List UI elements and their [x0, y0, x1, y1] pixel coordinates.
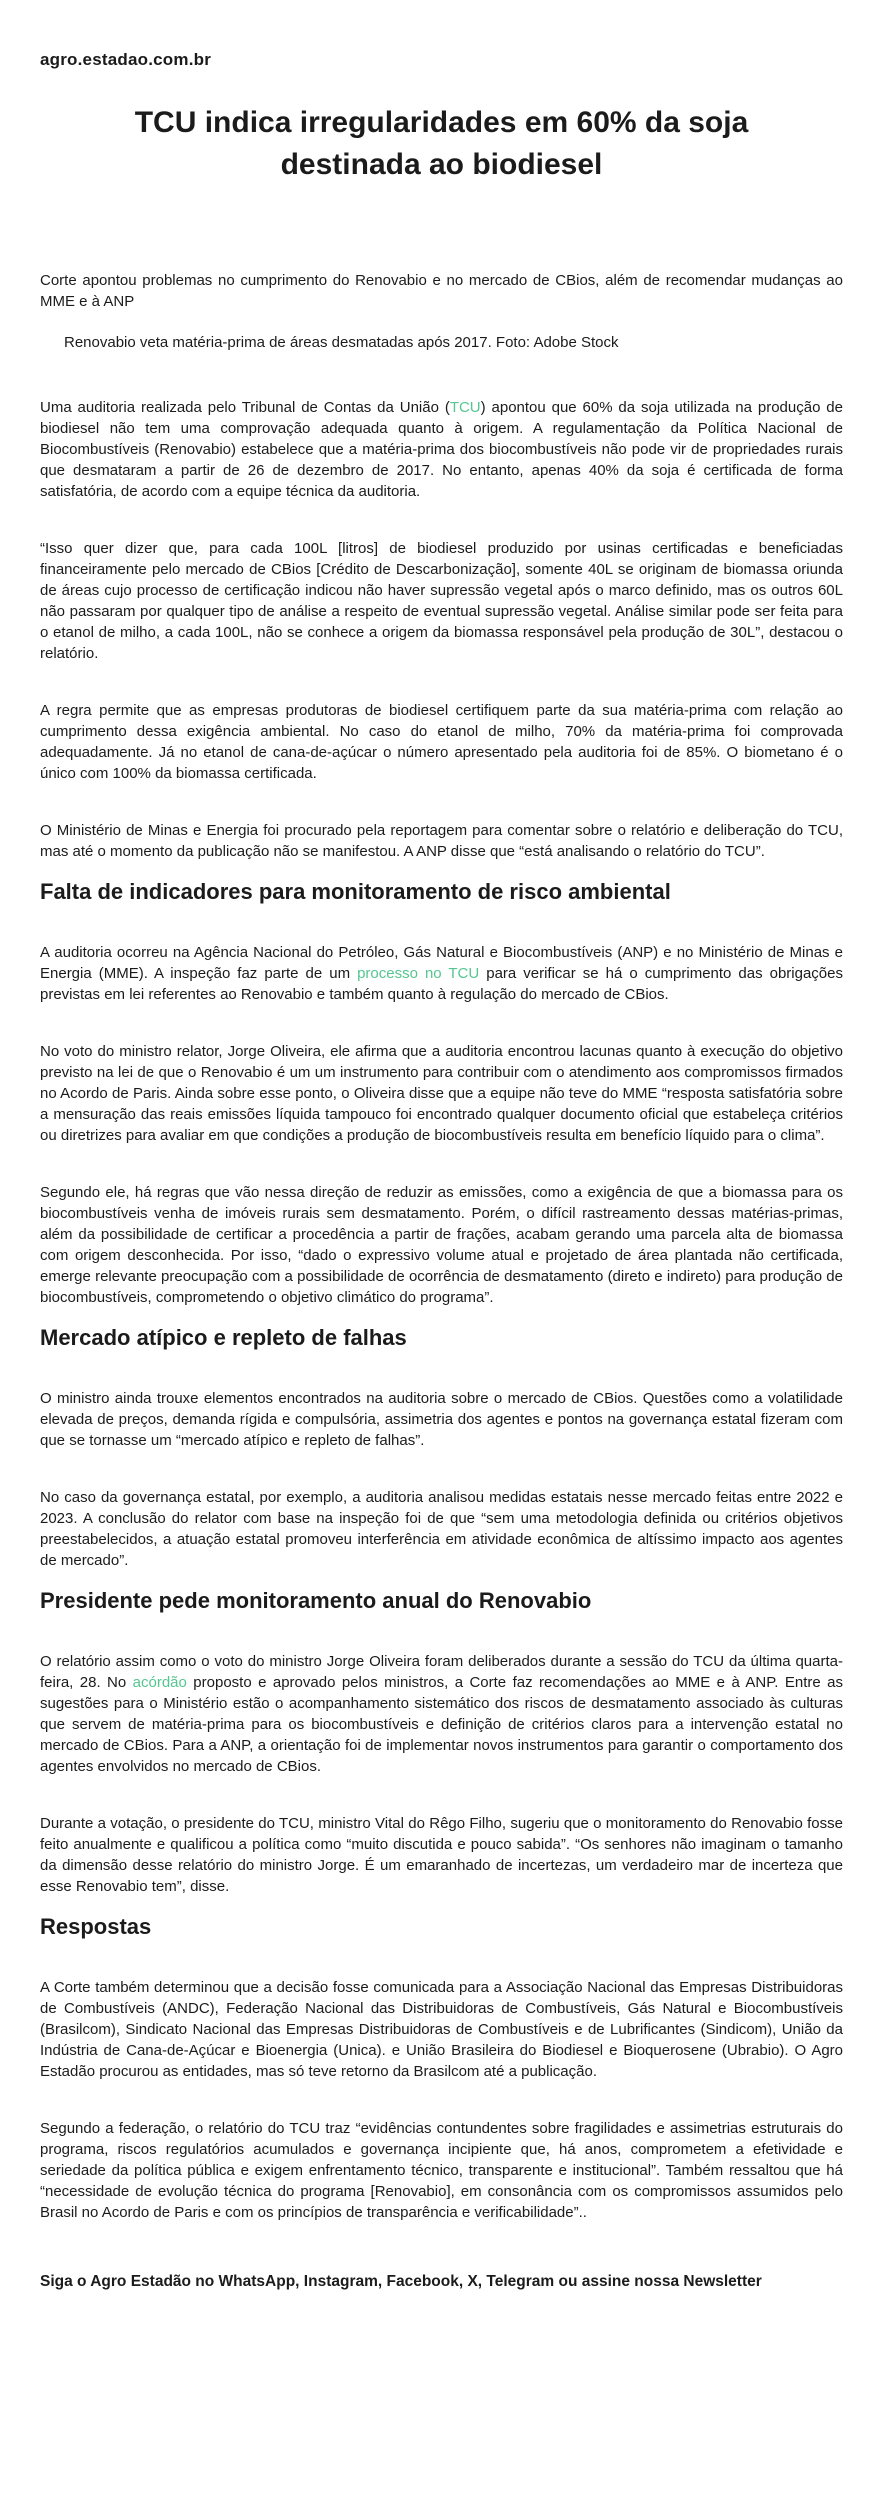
- paragraph-text: O relatório assim como o voto do ministro Jorge Oliveira foram deliberados durante a sessão do TCU da última quarta-feira, 28. No: [40, 1653, 843, 1691]
- paragraph-text: Uma auditoria realizada pelo Tribunal de Contas da União (: [40, 399, 450, 416]
- page-header: [40, 50, 843, 70]
- heading-indicadores: Falta de indicadores para monitoramento de risco ambiental: [40, 879, 671, 904]
- article-body: [40, 102, 843, 2223]
- heading-monitoramento-anual: Presidente pede monitoramento anual do Renovabio: [40, 1588, 592, 1613]
- paragraph-audit-scope: [40, 942, 843, 1005]
- paragraph-text: ) apontou que 60% da soja utilizada na produção de biodiesel não tem uma comprovação adequada quanto à origem. A regulamentação da Política Nacional de Biocombustíveis (Renovabio) estabelece que a matéria-prima dos biocombustíveis não pode vir de propriedades rurais que desmataram a partir de 26 de dezembro de 2017. No entanto, apenas 40% da soja é certificada de forma satisfatória, de acordo com a equipe técnica da auditoria.: [40, 399, 843, 500]
- paragraph-text: proposto e aprovado pelos ministros, a Corte faz recomendações ao MME e à ANP. Entre as sugestões para o Ministério estão o acompanhamento sistemático dos riscos de desmatamento associado às culturas que servem de matéria-prima para os biocombustíveis e definição de critérios claros para a intervenção estatal no mercado de CBios. Para a ANP, a orientação foi de implementar novos instrumentos para garantir o comportamento dos agentes envolvidos no mercado de CBios.: [40, 1674, 844, 1775]
- paragraph-text: A auditoria ocorreu na Agência Nacional do Petróleo, Gás Natural e Biocombustíveis (ANP) e no Ministério de Minas e Energia (MME). A inspeção faz parte de um: [40, 944, 843, 982]
- site-url: agro.estadao.com.br: [40, 50, 212, 69]
- paragraph-certification-rule: A regra permite que as empresas produtoras de biodiesel certifiquem parte da sua matéria-prima com relação ao cumprimento dessa exigência ambiental. No caso do etanol de milho, 70% da matéria-prima foi comprovada adequadamente. Já no etanol de cana-de-açúcar o número apresentado pela auditoria foi de 85%. O biometano é o único com 100% da biomassa certificada.: [40, 702, 843, 782]
- paragraph-governanca: No caso da governança estatal, por exemplo, a auditoria analisou medidas estatais nesse mercado feitas entre 2022 e 2023. A conclusão do relator com base na inspeção foi de que “sem uma metodologia definida ou critérios objetivos preestabelecidos, a atuação estatal promoveu interferência em atividade econômica de altíssimo impacto aos agentes de mercado”.: [40, 1489, 843, 1569]
- paragraph-quote-100l: “Isso quer dizer que, para cada 100L [litros] de biodiesel produzido por usinas certificadas e beneficiadas financeiramente pelo mercado de CBios [Crédito de Descarbonização], somente 40L se originam de biomassa oriunda de áreas cujo processo de certificação indicou não haver supressão vegetal após o marco definido, mas os outros 60L não passaram por qualquer tipo de análise a respeito de eventual supressão vegetal. Análise similar pode ser feita para o etanol de milho, a cada 100L, não se conhece a origem da biomassa responsável pela produção de 30L”, destacou o relatório.: [40, 540, 843, 662]
- paragraph-relator-voto: No voto do ministro relator, Jorge Oliveira, ele afirma que a auditoria encontrou lacunas quanto à execução do objetivo previsto na lei de que o Renovabio é um um instrumento para contribuir com o atendimento aos compromissos firmados no Acordo de Paris. Ainda sobre esse ponto, o Oliveira disse que a equipe não teve do MME “resposta satisfatória sobre a mensuração das reais emissões líquida tampouco foi encontrado qualquer documento oficial que estabeleça critérios ou diretrizes para avaliar em que condições a produção de biocombustíveis resulta em benefício líquido para o clima”.: [40, 1043, 843, 1144]
- footer-follow-text: Siga o Agro Estadão no WhatsApp, Instagram, Facebook, X, Telegram ou assine nossa Newsletter: [40, 2273, 762, 2290]
- article-subtitle: Corte apontou problemas no cumprimento do Renovabio e no mercado de CBios, além de recomendar mudanças ao MME e à ANP: [40, 272, 843, 310]
- processo-tcu-link[interactable]: processo no TCU: [357, 965, 480, 982]
- heading-respostas: Respostas: [40, 1914, 152, 1939]
- paragraph-audit-intro: [40, 397, 843, 502]
- page-footer: [40, 2271, 843, 2292]
- image-caption: Renovabio veta matéria-prima de áreas desmatadas após 2017. Foto: Adobe Stock: [64, 334, 619, 351]
- paragraph-rastreamento: Segundo ele, há regras que vão nessa direção de reduzir as emissões, como a exigência de que a biomassa para os biocombustíveis venha de imóveis rurais sem desmatamento. Porém, o difícil rastreamento dessas matérias-primas, além da possibilidade de certificar a procedência a partir de frações, acabam gerando uma parcela alta de biomassa com origem desconhecida. Por isso, “dado o expressivo volume atual e projetado de área plantada não certificada, emerge relevante preocupação com a possibilidade de ocorrência de desmatamento (direto e indireto) para produção de biocombustíveis, comprometendo o objetivo climático do programa”.: [40, 1184, 843, 1306]
- paragraph-comunicacao-entidades: A Corte também determinou que a decisão fosse comunicada para a Associação Nacional das Empresas Distribuidoras de Combustíveis (ANDC), Federação Nacional das Distribuidoras de Combustíveis, Gás Natural e Biocombustíveis (Brasilcom), Sindicato Nacional das Empresas Distribuidoras de Combustíveis e de Lubrificantes (Sindicom), União da Indústria de Cana-de-Açúcar e Bioenergia (Unica). e União Brasileira do Biodiesel e Bioquerosene (Ubrabio). O Agro Estadão procurou as entidades, mas só teve retorno da Brasilcom até a publicação.: [40, 1979, 843, 2080]
- tcu-link[interactable]: TCU: [449, 399, 481, 416]
- paragraph-text: para verificar se há o cumprimento das obrigações previstas em lei referentes ao Renovabio e também quanto à regulação do mercado de CBios.: [40, 965, 843, 1003]
- paragraph-vital-do-rego: Durante a votação, o presidente do TCU, ministro Vital do Rêgo Filho, sugeriu que o monitoramento do Renovabio fosse feito anualmente e qualificou a política como “muito discutida e pouco sabida”. “Os senhores não imaginam o tamanho da dimensão desse relatório do ministro Jorge. É um emaranhado de incertezas, um verdadeiro mar de incerteza que esse Renovabio tem”, disse.: [40, 1815, 843, 1895]
- paragraph-acordao: [40, 1651, 843, 1777]
- paragraph-brasilcom: Segundo a federação, o relatório do TCU traz “evidências contundentes sobre fragilidades e assimetrias estruturais do programa, riscos regulatórios acumulados e governança incipiente que, há anos, comprometem a efetividade e seriedade da política pública e exigem enfrentamento técnico, transparente e institucional”. Também ressaltou que há “necessidade de evolução técnica do programa [Renovabio], em consonância com os compromissos assumidos pelo Brasil no Acordo de Paris e com os princípios de transparência e verificabilidade”..: [40, 2120, 843, 2221]
- heading-mercado-atipico: Mercado atípico e repleto de falhas: [40, 1325, 407, 1350]
- article-title: TCU indica irregularidades em 60% da soja destinada ao biodiesel: [134, 106, 749, 181]
- paragraph-mercado-cbios: O ministro ainda trouxe elementos encontrados na auditoria sobre o mercado de CBios. Questões como a volatilidade elevada de preços, demanda rígida e compulsória, assimetria dos agentes e pontos na governança estatal fizeram com que se tornasse um “mercado atípico e repleto de falhas”.: [40, 1390, 843, 1449]
- acordao-link[interactable]: acórdão: [132, 1674, 187, 1691]
- paragraph-mme-anp-response: O Ministério de Minas e Energia foi procurado pela reportagem para comentar sobre o relatório e deliberação do TCU, mas até o momento da publicação não se manifestou. A ANP disse que “está analisando o relatório do TCU”.: [40, 822, 843, 860]
